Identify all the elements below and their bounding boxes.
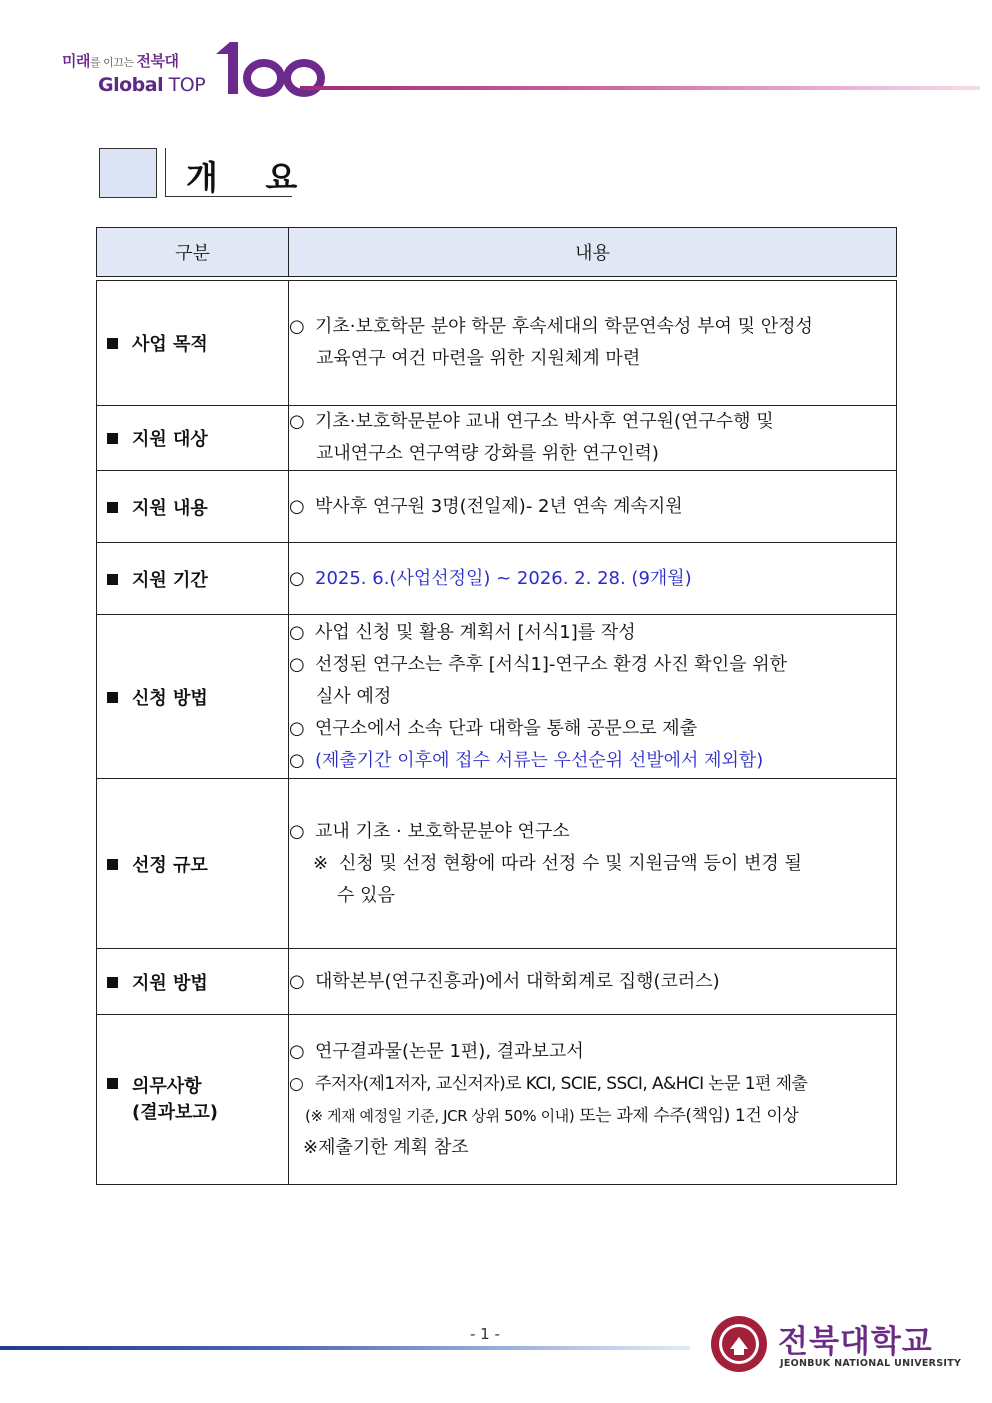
- table-row: [97, 543, 897, 615]
- table-row: [97, 471, 897, 543]
- row-content: ○ 대학본부(연구진흥과)에서 대학회계로 집행(코러스): [289, 949, 897, 1015]
- row-content: ○ 박사후 연구원 3명(전일제)- 2년 연속 계속지원: [289, 471, 897, 543]
- header-divider: [300, 86, 980, 90]
- table-row: [97, 949, 897, 1015]
- row-label: 사업 목적: [97, 281, 289, 406]
- table-row: [97, 779, 897, 949]
- square-bullet-icon: [107, 859, 118, 870]
- university-name-en: JEONBUK NATIONAL UNIVERSITY: [780, 1358, 962, 1369]
- square-bullet-icon: [107, 692, 118, 703]
- row-label: 지원 내용: [97, 471, 289, 543]
- section-title: 개 요: [165, 148, 292, 197]
- square-bullet-icon: [107, 433, 118, 444]
- row-label: 지원 대상: [97, 406, 289, 471]
- row-label: 지원 방법: [97, 949, 289, 1015]
- row-label: 의무사항 (결과보고): [97, 1015, 289, 1185]
- table-row: [97, 1015, 897, 1185]
- square-bullet-icon: [107, 977, 118, 988]
- table-header-row: [97, 228, 897, 277]
- table-row: [97, 281, 897, 406]
- square-bullet-icon: [107, 1078, 118, 1089]
- table-row: [97, 615, 897, 779]
- header-slogan: 미래를 이끄는 전북대: [62, 52, 179, 70]
- row-label: 선정 규모: [97, 779, 289, 949]
- title-square: [99, 148, 157, 198]
- header-category: 구분: [97, 228, 289, 277]
- header-global-top: Global TOP: [98, 74, 206, 96]
- row-content: ○ 사업 신청 및 활용 계획서 [서식1]를 작성 ○ 선정된 연구소는 추후 [서식1]-연구소 환경 사진 확인을 위한 실사 예정 ○ 연구소에서 소속 단과 대학을 통해 공문으로 제출 ○ (제출기간 이후에 접수 서류는 우선순위 선발에서 제외함): [289, 615, 897, 779]
- overview-table: [96, 227, 897, 1185]
- header-content: 내용: [289, 228, 897, 277]
- row-content: ○ 연구결과물(논문 1편), 결과보고서 ○ 주저자(제1저자, 교신저자)로 KCI, SCIE, SSCI, A&HCI 논문 1편 제출 (※ 게재 예정일 기준, JCR 상위 50% 이내) 또는 과제 수주(책임) 1건 이상 ※제출기한 계획 참조: [289, 1015, 897, 1185]
- page-number: - 1 -: [470, 1325, 500, 1343]
- row-content: ○ 기초·보호학문분야 교내 연구소 박사후 연구원(연구수행 및 교내연구소 연구역량 강화를 위한 연구인력): [289, 406, 897, 471]
- square-bullet-icon: [107, 502, 118, 513]
- row-content: ○ 교내 기초 · 보호학문분야 연구소 ※ 신청 및 선정 현황에 따라 선정 수 및 지원금액 등이 변경 될 수 있음: [289, 779, 897, 949]
- row-label: 신청 방법: [97, 615, 289, 779]
- table-row: [97, 406, 897, 471]
- header-logo: [52, 34, 312, 100]
- university-seal-icon: [710, 1315, 768, 1373]
- square-bullet-icon: [107, 574, 118, 585]
- square-bullet-icon: [107, 338, 118, 349]
- row-content: ○ 기초·보호학문 분야 학문 후속세대의 학문연속성 부여 및 안정성 교육연구 여건 마련을 위한 지원체계 마련: [289, 281, 897, 406]
- footer-divider: [0, 1346, 690, 1350]
- row-label: 지원 기간: [97, 543, 289, 615]
- university-name-ko: 전북대학교: [778, 1324, 933, 1360]
- row-content: ○ 2025. 6.(사업선정일) ~ 2026. 2. 28. (9개월): [289, 543, 897, 615]
